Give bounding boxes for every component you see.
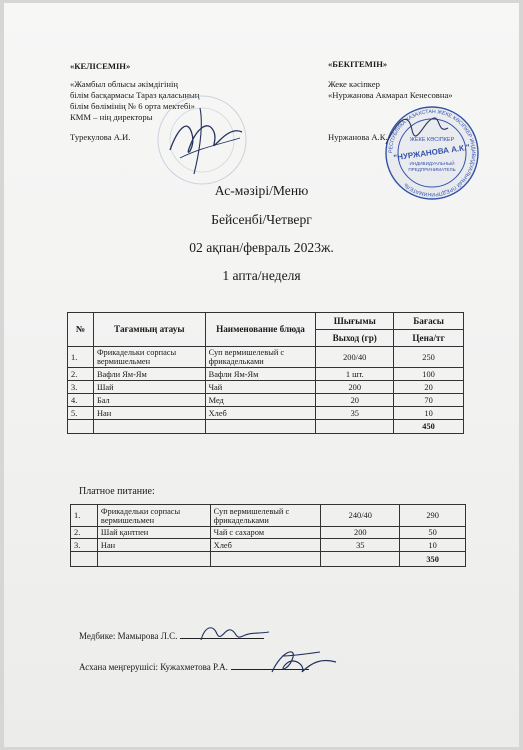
dish-price: 100	[394, 368, 464, 381]
left-approval-line3: білім бөлімінің № 6 орта мектебі»	[70, 101, 195, 111]
menu-day: Бейсенбі/Четверг	[211, 212, 312, 227]
row-num: 4.	[68, 394, 94, 407]
row-num: 1.	[68, 347, 94, 368]
dish-yield: 200/40	[316, 347, 394, 368]
dish-yield: 35	[316, 407, 394, 420]
svg-text:ИНДИВИДУАЛЬНЫЙ: ИНДИВИДУАЛЬНЫЙ	[409, 161, 455, 166]
paid-section-label: Платное питание:	[79, 486, 155, 497]
dish-yield: 240/40	[321, 505, 400, 527]
dish-price: 290	[400, 505, 466, 527]
table-row	[71, 527, 466, 539]
total-row	[71, 552, 466, 567]
menu-title: Ас-мәзірі/Меню	[214, 183, 309, 198]
header-name-kz: Тағамның атауы	[93, 313, 205, 347]
dish-name-kz: Шай	[93, 381, 205, 394]
row-num: 1.	[71, 505, 98, 527]
table-row	[68, 407, 464, 420]
row-num: 3.	[68, 381, 94, 394]
table-row	[71, 505, 466, 527]
cook-label: Асхана меңгерушісі: Кужахметова Р.А.	[79, 662, 228, 672]
row-num: 2.	[71, 527, 98, 539]
row-num: 2.	[68, 368, 94, 381]
dish-name-kz: Бал	[93, 394, 205, 407]
nurse-label: Медбике: Мамырова Л.С.	[79, 631, 178, 641]
left-approval-line2: білім басқармасы Тараз қаласының	[70, 90, 200, 100]
dish-name-kz: Фрикадельки сорпасы вермишельмен	[97, 505, 210, 527]
table-row	[71, 539, 466, 552]
dish-name-ru: Суп вермишелевый с фрикадельками	[205, 347, 316, 368]
dish-price: 50	[400, 527, 466, 539]
dish-name-kz: Вафли Ям-Ям	[93, 368, 205, 381]
dish-yield: 200	[316, 381, 394, 394]
table-row	[68, 347, 464, 368]
dish-name-ru: Вафли Ям-Ям	[205, 368, 316, 381]
dish-yield: 1 шт.	[316, 368, 394, 381]
header-num: №	[68, 313, 94, 347]
right-approval-title: «БЕКІТЕМІН»	[328, 59, 388, 69]
left-approval-line1: «Жамбыл облысы әкімдігінің	[70, 79, 178, 89]
right-approval-line1: Жеке кәсіпкер	[328, 79, 380, 89]
total-row	[68, 420, 464, 434]
header-price-ru: Цена/тг	[394, 330, 464, 347]
dish-name-ru: Мед	[205, 394, 316, 407]
table-row	[68, 368, 464, 381]
svg-text:ЖЕКЕ КӘСІПКЕР: ЖЕКЕ КӘСІПКЕР	[409, 137, 455, 143]
left-signer: Турекулова А.И.	[70, 132, 131, 142]
dish-name-ru: Хлеб	[205, 407, 316, 420]
dish-name-kz: Нан	[97, 539, 210, 552]
menu-week: 1 апта/неделя	[222, 268, 301, 283]
dish-yield: 200	[321, 527, 400, 539]
dish-name-ru: Хлеб	[210, 539, 321, 552]
svg-text:ПРЕДПРИНИМАТЕЛЬ: ПРЕДПРИНИМАТЕЛЬ	[408, 167, 456, 172]
left-approval-line4: КММ – нің директоры	[70, 112, 153, 122]
dish-name-ru: Чай с сахаром	[210, 527, 321, 539]
menu-date: 02 ақпан/февраль 2023ж.	[189, 240, 334, 255]
header-price-kz: Бағасы	[394, 313, 464, 330]
dish-name-ru: Суп вермишелевый с фрикадельками	[210, 505, 321, 527]
menu-table	[67, 312, 464, 434]
dish-name-ru: Чай	[205, 381, 316, 394]
header-yield-ru: Выход (гр)	[316, 330, 394, 347]
paid-total: 350	[400, 552, 466, 567]
dish-price: 10	[394, 407, 464, 420]
dish-price: 70	[394, 394, 464, 407]
right-signer: Нуржанова А.К.	[328, 132, 388, 142]
left-signature-stamp	[130, 88, 250, 188]
dish-name-kz: Фрикадельки сорпасы вермишельмен	[93, 347, 205, 368]
dish-price: 20	[394, 381, 464, 394]
cook-signature	[262, 642, 342, 678]
svg-text:"НУРЖАНОВА А.К.": "НУРЖАНОВА А.К."	[392, 142, 471, 163]
dish-price: 250	[394, 347, 464, 368]
table-row	[68, 394, 464, 407]
dish-name-kz: Нан	[93, 407, 205, 420]
paid-table	[70, 504, 466, 567]
dish-yield: 20	[316, 394, 394, 407]
menu-total: 450	[394, 420, 464, 434]
dish-price: 10	[400, 539, 466, 552]
header-name-ru: Наименование блюда	[205, 313, 316, 347]
table-row	[68, 381, 464, 394]
header-yield-kz: Шығымы	[316, 313, 394, 330]
right-approval-line2: «Нуржанова Акмарал Кенесовна»	[328, 90, 453, 100]
dish-yield: 35	[321, 539, 400, 552]
left-approval-title: «КЕЛІСЕМІН»	[70, 61, 131, 71]
row-num: 3.	[71, 539, 98, 552]
svg-text:РЕСПУБЛИКА КАЗАХСТАН ЖЕКЕ КӘСІ: РЕСПУБЛИКА КАЗАХСТАН ЖЕКЕ КӘСІПКЕР ИНДИВИДУАЛЬНЫЙ ПРЕДПРИНИМАТЕЛЬ	[387, 108, 477, 198]
dish-name-kz: Шай қантпен	[97, 527, 210, 539]
row-num: 5.	[68, 407, 94, 420]
right-signature	[378, 100, 458, 160]
